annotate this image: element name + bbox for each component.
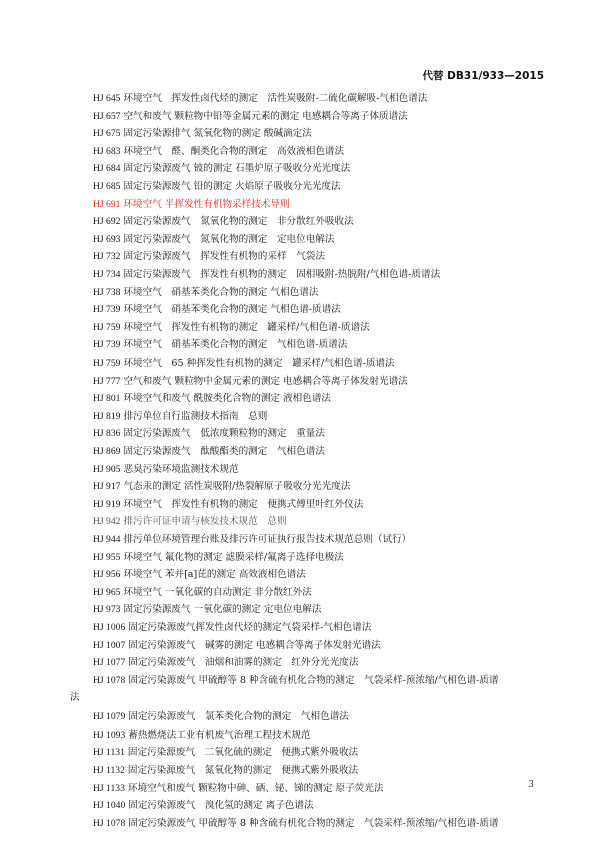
page-number: 3 [528,780,534,790]
list-item: HJ 739 环境空气 硝基苯类化合物的测定 气相色谱-质谱法 [93,304,341,316]
list-item: HJ 944 排污单位环境管理台账及排污许可证执行报告技术规范总则（试行） [93,534,412,546]
list-item: HJ 919 环境空气 挥发性有机物的测定 便携式傅里叶红外仪法 [93,498,364,510]
list-item: HJ 956 环境空气 苯并[a]芘的测定 高效液相色谱法 [93,569,306,581]
list-item: HJ 685 固定污染源废气 铅的测定 火焰原子吸收分光光度法 [93,180,341,192]
list-item: HJ 1132 固定污染源废气 氮氧化物的测定 便携式紫外吸收法 [93,764,359,776]
list-item: HJ 1078 固定污染源废气 甲硫醇等 8 种含硫有机化合物的测定 气袋采样-预浓缩/气相色谱-质谱 [93,817,499,829]
list-item: HJ 1077 固定污染源废气 油烟和油雾的测定 红外分光光度法 [93,657,359,669]
list-item: HJ 1133 环境空气和废气 颗粒物中砷、硒、铋、锑的测定 原子荧光法 [93,782,384,794]
list-item: HJ 675 固定污染源排气 氮氧化物的测定 酸碱滴定法 [93,128,312,140]
list-item: HJ 1131 固定污染源废气 二氧化硫的测定 便携式紫外吸收法 [93,747,359,759]
list-item: HJ 1040 固定污染源废气 溴化氢的测定 离子色谱法 [93,800,314,812]
list-item: HJ 917 气态汞的测定 活性炭吸附/热裂解原子吸收分光光度法 [93,481,351,493]
list-item-continuation: 法 [70,692,80,704]
list-item: HJ 819 排污单位自行监测技术指南 总则 [93,410,268,422]
list-item-wrapped: HJ 1078 固定污染源废气 甲硫醇等 8 种含硫有机化合物的测定 气袋采样-预浓缩/气相色谱-质谱 法 [93,672,553,707]
list-item: HJ 738 环境空气 硝基苯类化合物的测定 气相色谱法 [93,286,319,298]
standards-list [70,90,553,832]
list-item: HJ 869 固定污染源废气 酞酸酯类的测定 气相色谱法 [93,446,325,458]
list-item: HJ 801 环境空气和废气 酰胺类化合物的测定 液相色谱法 [93,393,332,405]
list-item: HJ 1007 固定污染源废气 碱雾的测定 电感耦合等离子体发射光谱法 [93,639,381,651]
list-item: HJ 905 恶臭污染环境监测技术规范 [93,463,239,475]
list-item: HJ 1093 蓄热燃烧法工业有机废气治理工程技术规范 [93,729,311,741]
list-item: HJ 777 空气和废气 颗粒物中金属元素的测定 电感耦合等离子体发射光谱法 [93,375,408,387]
list-item: HJ 965 环境空气 一氧化碳的自动测定 非分散红外法 [93,586,312,598]
list-item: HJ 734 固定污染源废气 挥发性有机物的测定 固相吸附-热脱附/气相色谱-质谱法 [93,268,441,280]
standard-header: 代替 DB31/933—2015 [422,70,544,82]
list-item: HJ 955 环境空气 氟化物的测定 滤膜采样/氟离子选择电极法 [93,551,344,563]
list-item: HJ 1006 固定污染源废气挥发性卤代烃的测定气袋采样-气相色谱法 [93,622,372,633]
list-item: HJ 684 固定污染源废气 铍的测定 石墨炉原子吸收分光光度法 [93,163,351,175]
list-item: HJ 973 固定污染源废气 一氧化碳的测定 定电位电解法 [93,604,322,616]
list-item: HJ 739 环境空气 硝基苯类化合物的测定 气相色谱-质谱法 [93,339,348,351]
list-item: HJ 683 环境空气 醛、酮类化合物的测定 高效液相色谱法 [93,145,345,157]
list-item: HJ 836 固定污染源废气 低浓度颗粒物的测定 重量法 [93,428,325,440]
list-item: HJ 732 固定污染源废气 挥发性有机物的采样 气袋法 [93,251,325,263]
list-item-highlighted: HJ 691 环境空气 半挥发性有机物采样技术导则 [93,198,290,210]
list-item: HJ 693 固定污染源废气 氮氧化物的测定 定电位电解法 [93,233,335,245]
list-item: HJ 759 环境空气 65 种挥发性有机物的测定 罐采样/气相色谱-质谱法 [93,358,395,370]
list-item: HJ 645 环境空气 挥发性卤代烃的测定 活性炭吸附-二硫化碳解吸-气相色谱法 [93,93,428,104]
list-item: HJ 692 固定污染源废气 氮氧化物的测定 非分散红外吸收法 [93,216,354,228]
list-item: HJ 657 空气和废气 颗粒物中铅等金属元素的测定 电感耦合等离子体质谱法 [93,110,408,122]
list-item: HJ 759 环境空气 挥发性有机物的测定 罐采样/气相色谱-质谱法 [93,321,370,333]
list-item: HJ 1079 固定污染源废气 氯苯类化合物的测定 气相色谱法 [93,710,349,722]
list-item: HJ 942 排污许可证申请与核发技术规范 总则 [93,516,287,528]
